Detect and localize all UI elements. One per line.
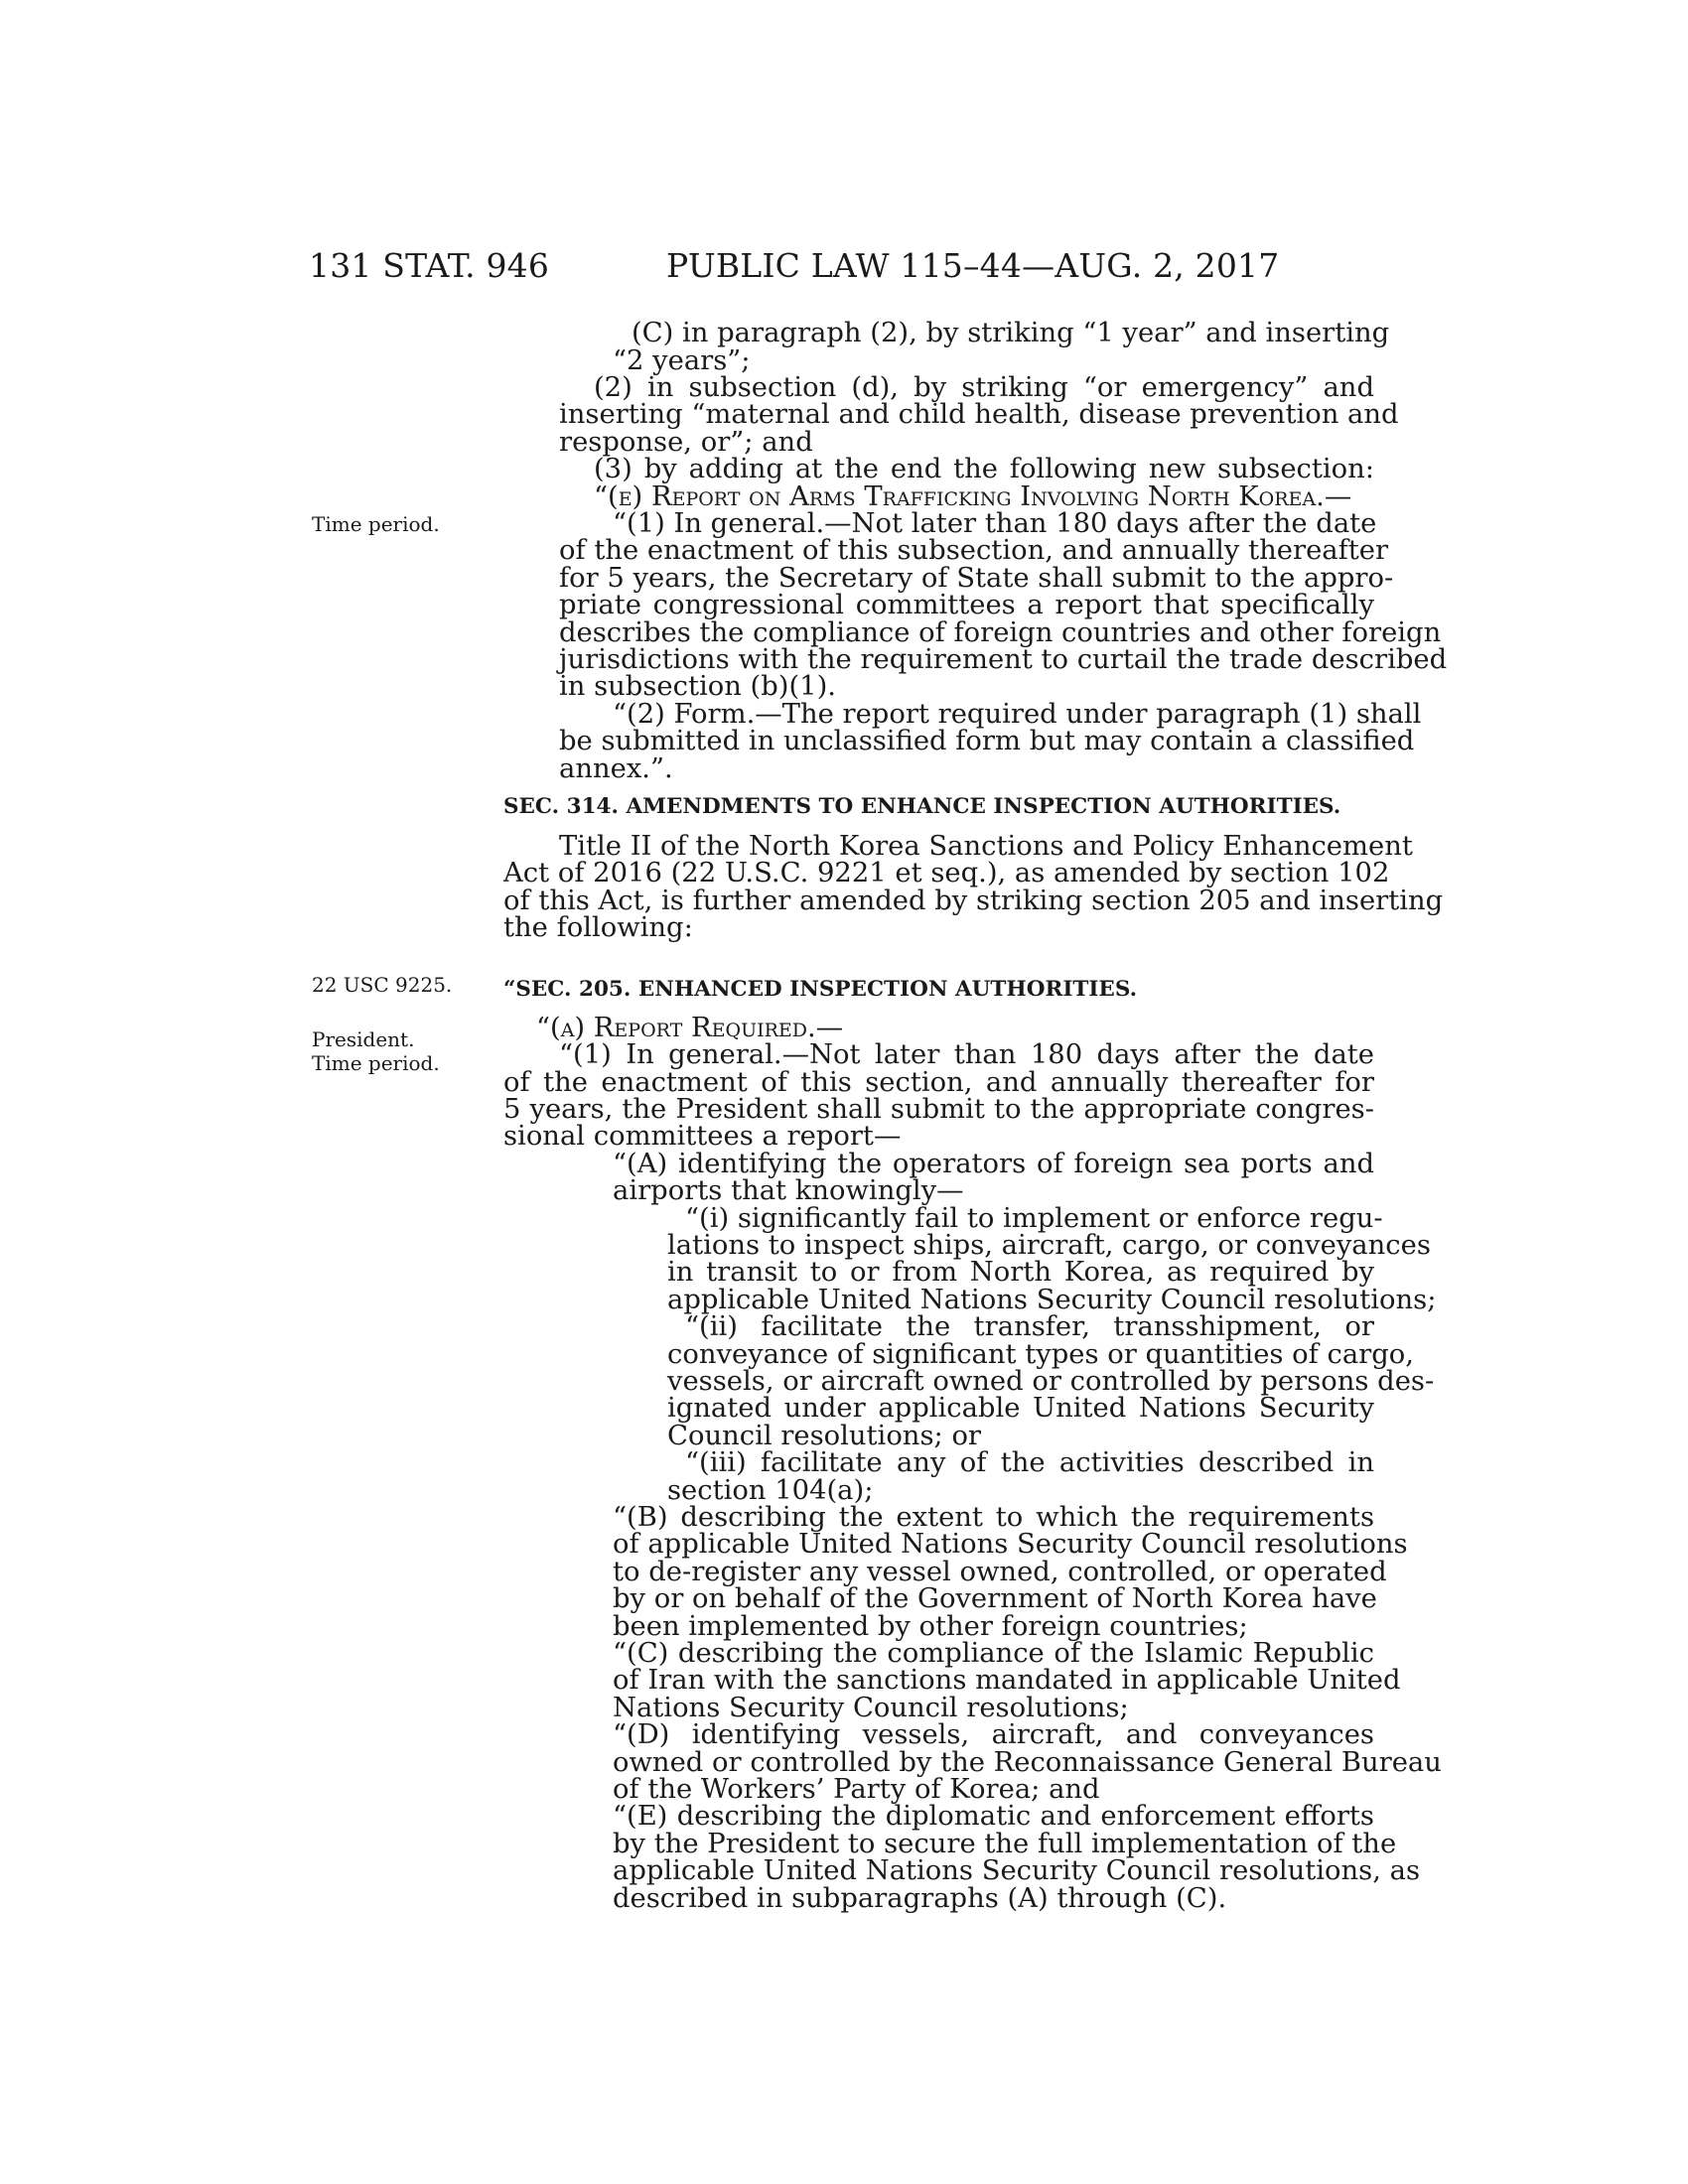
text-line: “(C) describing the compliance of the Islamic Republic	[613, 1638, 1374, 1669]
subsection-heading-e: “(e) Report on Arms Trafficking Involving North Korea.—	[594, 481, 1352, 512]
text-line: “(A) identifying the operators of foreign sea ports and	[613, 1149, 1374, 1179]
text-line: “(B) describing the extent to which the requirements	[613, 1502, 1374, 1533]
margin-note-usc-citation: 22 USC 9225.	[312, 973, 453, 997]
text-line: the following:	[503, 912, 693, 943]
text-line: by the President to secure the full implementation of the	[613, 1829, 1397, 1859]
text-line: (3) by adding at the end the following new subsection:	[594, 454, 1374, 484]
text-line: priate congressional committees a report that specifically	[559, 590, 1374, 620]
text-line: lations to inspect ships, aircraft, cargo, or conveyances	[667, 1230, 1431, 1261]
text-line: response, or”; and	[559, 427, 813, 458]
text-line: been implemented by other foreign countries;	[613, 1611, 1248, 1642]
text-line: in transit to or from North Korea, as required by	[667, 1257, 1374, 1288]
margin-note-time-period: Time period.	[312, 512, 440, 536]
text-line: “(i) significantly fail to implement or enforce regu-	[685, 1203, 1383, 1234]
text-line: of the Workers’ Party of Korea; and	[613, 1774, 1100, 1805]
text-line: owned or controlled by the Reconnaissance General Bureau	[613, 1747, 1442, 1778]
text-line: section 104(a);	[667, 1475, 874, 1506]
text-line: conveyance of significant types or quantities of cargo,	[667, 1339, 1414, 1370]
text-line: Title II of the North Korea Sanctions and Policy Enhancement	[559, 831, 1413, 862]
text-line: of the enactment of this section, and annually thereafter for	[503, 1067, 1374, 1098]
text-line: be submitted in unclassified form but may contain a classified	[559, 726, 1415, 756]
stat-reference: 131 STAT. 946	[309, 246, 550, 285]
text-line: (2) in subsection (d), by striking “or emergency” and	[594, 372, 1374, 403]
subsection-heading-a: “(a) Report Required.—	[536, 1013, 844, 1043]
text-line: annex.”.	[559, 753, 673, 784]
text-line: for 5 years, the Secretary of State shall submit to the appro-	[559, 563, 1394, 594]
text-line: vessels, or aircraft owned or controlled by persons des-	[667, 1366, 1435, 1397]
text-line: of applicable United Nations Security Council resolutions	[613, 1529, 1408, 1560]
section-heading-205: “SEC. 205. ENHANCED INSPECTION AUTHORITIES.	[503, 977, 1138, 1002]
text-line: applicable United Nations Security Council resolutions, as	[613, 1855, 1420, 1886]
text-line: of Iran with the sanctions mandated in applicable United	[613, 1665, 1401, 1696]
text-line: 5 years, the President shall submit to the appropriate congres-	[503, 1094, 1374, 1125]
text-line: inserting “maternal and child health, disease prevention and	[559, 399, 1399, 430]
text-line: “(2) Form.—The report required under paragraph (1) shall	[613, 699, 1422, 730]
text-line: Council resolutions; or	[667, 1421, 982, 1451]
law-title: PUBLIC LAW 115–44—AUG. 2, 2017	[666, 246, 1280, 285]
text-line: of the enactment of this subsection, and annually thereafter	[559, 535, 1389, 566]
text-line: by or on behalf of the Government of North Korea have	[613, 1583, 1377, 1614]
margin-note-time-period: Time period.	[312, 1051, 440, 1075]
text-line: “(1) In general.—Not later than 180 days after the date	[559, 1039, 1374, 1070]
text-line: to de-register any vessel owned, controlled, or operated	[613, 1557, 1387, 1587]
text-line: jurisdictions with the requirement to curtail the trade described	[559, 644, 1448, 675]
text-line: Nations Security Council resolutions;	[613, 1693, 1129, 1723]
margin-note-president: President.	[312, 1027, 415, 1051]
text-line: of this Act, is further amended by striking section 205 and inserting	[503, 886, 1444, 916]
text-line: sional committees a report—	[503, 1121, 902, 1152]
text-line: ignated under applicable United Nations Security	[667, 1393, 1374, 1424]
text-line: “(iii) facilitate any of the activities described in	[685, 1447, 1374, 1478]
text-line: describes the compliance of foreign countries and other foreign	[559, 617, 1442, 648]
text-line: (C) in paragraph (2), by striking “1 year” and inserting	[632, 318, 1390, 348]
section-heading-314: SEC. 314. AMENDMENTS TO ENHANCE INSPECTION AUTHORITIES.	[503, 794, 1341, 819]
text-line: described in subparagraphs (A) through (C).	[613, 1883, 1227, 1914]
text-line: “2 years”;	[613, 345, 751, 376]
text-line: “(D) identifying vessels, aircraft, and conveyances	[613, 1719, 1374, 1750]
text-line: Act of 2016 (22 U.S.C. 9221 et seq.), as amended by section 102	[503, 858, 1390, 888]
text-line: “(ii) facilitate the transfer, transshipment, or	[685, 1311, 1374, 1342]
text-line: applicable United Nations Security Council resolutions;	[667, 1285, 1437, 1315]
text-line: airports that knowingly—	[613, 1175, 964, 1206]
text-line: in subsection (b)(1).	[559, 671, 836, 702]
text-line: “(E) describing the diplomatic and enforcement efforts	[613, 1801, 1374, 1832]
text-line: “(1) In general.—Not later than 180 days after the date	[613, 508, 1377, 539]
